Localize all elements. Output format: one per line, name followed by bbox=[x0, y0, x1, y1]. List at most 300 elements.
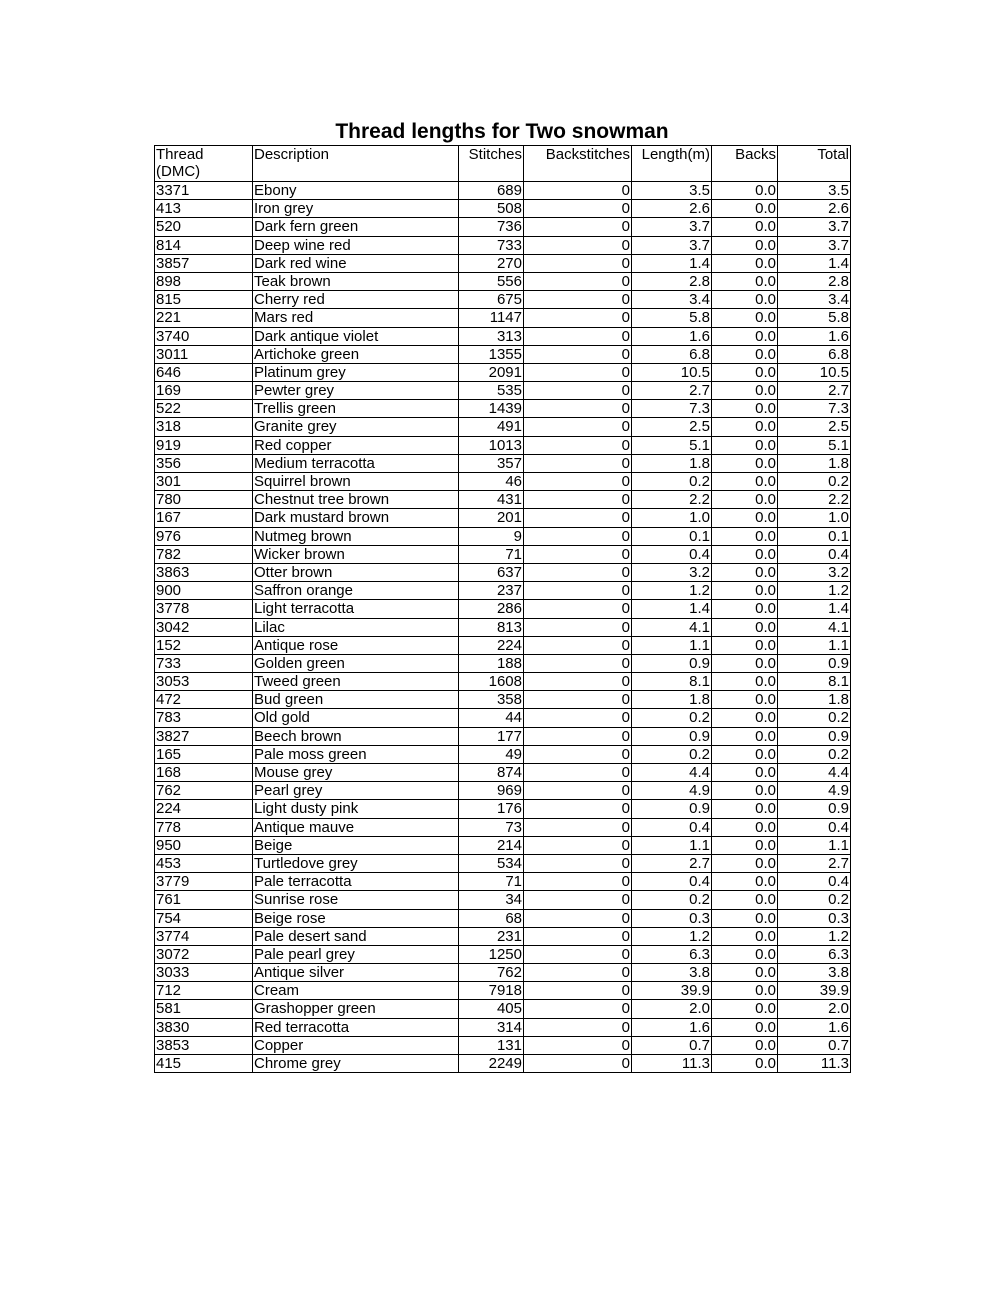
description-cell: Old gold bbox=[253, 709, 459, 727]
length-cell: 1.8 bbox=[632, 691, 712, 709]
length-cell: 1.4 bbox=[632, 254, 712, 272]
stitches-cell: 46 bbox=[459, 473, 524, 491]
length-cell: 0.1 bbox=[632, 527, 712, 545]
backs-cell: 0.0 bbox=[712, 1018, 778, 1036]
length-cell: 5.8 bbox=[632, 309, 712, 327]
total-cell: 1.1 bbox=[778, 636, 851, 654]
table-row bbox=[155, 673, 851, 691]
table-row bbox=[155, 654, 851, 672]
total-cell: 1.8 bbox=[778, 454, 851, 472]
length-cell: 3.2 bbox=[632, 563, 712, 581]
total-cell: 0.4 bbox=[778, 818, 851, 836]
thread-code-cell: 221 bbox=[155, 309, 253, 327]
thread-code-cell: 453 bbox=[155, 854, 253, 872]
table-row bbox=[155, 291, 851, 309]
stitches-cell: 49 bbox=[459, 745, 524, 763]
thread-code-cell: 169 bbox=[155, 382, 253, 400]
total-cell: 1.4 bbox=[778, 600, 851, 618]
backstitches-cell: 0 bbox=[524, 436, 632, 454]
total-cell: 7.3 bbox=[778, 400, 851, 418]
description-cell: Platinum grey bbox=[253, 363, 459, 381]
stitches-cell: 736 bbox=[459, 218, 524, 236]
thread-code-cell: 712 bbox=[155, 982, 253, 1000]
backstitches-cell: 0 bbox=[524, 491, 632, 509]
stitches-cell: 689 bbox=[459, 182, 524, 200]
backstitches-cell: 0 bbox=[524, 200, 632, 218]
thread-code-cell: 733 bbox=[155, 654, 253, 672]
backs-cell: 0.0 bbox=[712, 854, 778, 872]
backs-cell: 0.0 bbox=[712, 309, 778, 327]
description-cell: Antique rose bbox=[253, 636, 459, 654]
stitches-cell: 1608 bbox=[459, 673, 524, 691]
stitches-cell: 491 bbox=[459, 418, 524, 436]
thread-code-cell: 3011 bbox=[155, 345, 253, 363]
backstitches-cell: 0 bbox=[524, 727, 632, 745]
table-row bbox=[155, 1055, 851, 1073]
backstitches-cell: 0 bbox=[524, 782, 632, 800]
backstitches-cell: 0 bbox=[524, 382, 632, 400]
length-cell: 0.2 bbox=[632, 745, 712, 763]
header-stitches: Stitches bbox=[459, 146, 524, 182]
description-cell: Artichoke green bbox=[253, 345, 459, 363]
backs-cell: 0.0 bbox=[712, 454, 778, 472]
total-cell: 0.2 bbox=[778, 709, 851, 727]
length-cell: 0.9 bbox=[632, 800, 712, 818]
thread-code-cell: 762 bbox=[155, 782, 253, 800]
description-cell: Turtledove grey bbox=[253, 854, 459, 872]
stitches-cell: 9 bbox=[459, 527, 524, 545]
total-cell: 3.8 bbox=[778, 964, 851, 982]
backstitches-cell: 0 bbox=[524, 363, 632, 381]
backstitches-cell: 0 bbox=[524, 836, 632, 854]
table-row bbox=[155, 618, 851, 636]
backstitches-cell: 0 bbox=[524, 873, 632, 891]
table-row bbox=[155, 309, 851, 327]
length-cell: 1.8 bbox=[632, 454, 712, 472]
backs-cell: 0.0 bbox=[712, 654, 778, 672]
table-row bbox=[155, 236, 851, 254]
thread-code-cell: 950 bbox=[155, 836, 253, 854]
stitches-cell: 313 bbox=[459, 327, 524, 345]
length-cell: 0.4 bbox=[632, 545, 712, 563]
table-row bbox=[155, 745, 851, 763]
backs-cell: 0.0 bbox=[712, 363, 778, 381]
table-row bbox=[155, 727, 851, 745]
thread-code-cell: 167 bbox=[155, 509, 253, 527]
total-cell: 10.5 bbox=[778, 363, 851, 381]
backs-cell: 0.0 bbox=[712, 218, 778, 236]
backstitches-cell: 0 bbox=[524, 709, 632, 727]
total-cell: 0.2 bbox=[778, 745, 851, 763]
thread-code-cell: 976 bbox=[155, 527, 253, 545]
table-row bbox=[155, 636, 851, 654]
backstitches-cell: 0 bbox=[524, 563, 632, 581]
table-row bbox=[155, 400, 851, 418]
backstitches-cell: 0 bbox=[524, 473, 632, 491]
description-cell: Squirrel brown bbox=[253, 473, 459, 491]
backs-cell: 0.0 bbox=[712, 436, 778, 454]
table-row bbox=[155, 509, 851, 527]
backstitches-cell: 0 bbox=[524, 654, 632, 672]
description-cell: Wicker brown bbox=[253, 545, 459, 563]
backstitches-cell: 0 bbox=[524, 800, 632, 818]
total-cell: 2.7 bbox=[778, 382, 851, 400]
total-cell: 6.3 bbox=[778, 945, 851, 963]
backs-cell: 0.0 bbox=[712, 673, 778, 691]
backstitches-cell: 0 bbox=[524, 1000, 632, 1018]
table-row bbox=[155, 418, 851, 436]
total-cell: 5.1 bbox=[778, 436, 851, 454]
total-cell: 4.4 bbox=[778, 764, 851, 782]
thread-code-cell: 3778 bbox=[155, 600, 253, 618]
thread-code-cell: 3774 bbox=[155, 927, 253, 945]
table-row bbox=[155, 545, 851, 563]
stitches-cell: 637 bbox=[459, 563, 524, 581]
table-row bbox=[155, 1018, 851, 1036]
thread-code-cell: 3371 bbox=[155, 182, 253, 200]
thread-code-cell: 472 bbox=[155, 691, 253, 709]
stitches-cell: 1355 bbox=[459, 345, 524, 363]
length-cell: 2.5 bbox=[632, 418, 712, 436]
length-cell: 0.9 bbox=[632, 654, 712, 672]
description-cell: Medium terracotta bbox=[253, 454, 459, 472]
total-cell: 4.9 bbox=[778, 782, 851, 800]
length-cell: 1.1 bbox=[632, 636, 712, 654]
total-cell: 2.7 bbox=[778, 854, 851, 872]
thread-code-cell: 415 bbox=[155, 1055, 253, 1073]
table-row bbox=[155, 709, 851, 727]
total-cell: 11.3 bbox=[778, 1055, 851, 1073]
table-row bbox=[155, 182, 851, 200]
table-row bbox=[155, 254, 851, 272]
table-row bbox=[155, 600, 851, 618]
table-row bbox=[155, 345, 851, 363]
header-description: Description bbox=[253, 146, 459, 182]
backstitches-cell: 0 bbox=[524, 236, 632, 254]
thread-lengths-table bbox=[154, 145, 851, 1073]
backs-cell: 0.0 bbox=[712, 582, 778, 600]
description-cell: Beige rose bbox=[253, 909, 459, 927]
description-cell: Copper bbox=[253, 1036, 459, 1054]
backstitches-cell: 0 bbox=[524, 400, 632, 418]
length-cell: 3.7 bbox=[632, 218, 712, 236]
backs-cell: 0.0 bbox=[712, 727, 778, 745]
backs-cell: 0.0 bbox=[712, 873, 778, 891]
thread-code-cell: 168 bbox=[155, 764, 253, 782]
thread-code-cell: 3853 bbox=[155, 1036, 253, 1054]
thread-code-cell: 754 bbox=[155, 909, 253, 927]
length-cell: 4.1 bbox=[632, 618, 712, 636]
stitches-cell: 7918 bbox=[459, 982, 524, 1000]
thread-code-cell: 318 bbox=[155, 418, 253, 436]
table-row bbox=[155, 363, 851, 381]
stitches-cell: 1147 bbox=[459, 309, 524, 327]
total-cell: 0.2 bbox=[778, 473, 851, 491]
stitches-cell: 34 bbox=[459, 891, 524, 909]
backs-cell: 0.0 bbox=[712, 636, 778, 654]
backs-cell: 0.0 bbox=[712, 400, 778, 418]
table-row bbox=[155, 327, 851, 345]
total-cell: 0.2 bbox=[778, 891, 851, 909]
table-row bbox=[155, 1036, 851, 1054]
description-cell: Light terracotta bbox=[253, 600, 459, 618]
stitches-cell: 1013 bbox=[459, 436, 524, 454]
length-cell: 0.2 bbox=[632, 891, 712, 909]
total-cell: 3.4 bbox=[778, 291, 851, 309]
description-cell: Granite grey bbox=[253, 418, 459, 436]
backstitches-cell: 0 bbox=[524, 764, 632, 782]
backs-cell: 0.0 bbox=[712, 1055, 778, 1073]
backs-cell: 0.0 bbox=[712, 509, 778, 527]
backs-cell: 0.0 bbox=[712, 254, 778, 272]
table-row bbox=[155, 891, 851, 909]
total-cell: 3.2 bbox=[778, 563, 851, 581]
total-cell: 3.7 bbox=[778, 236, 851, 254]
total-cell: 5.8 bbox=[778, 309, 851, 327]
thread-code-cell: 3779 bbox=[155, 873, 253, 891]
table-row bbox=[155, 436, 851, 454]
stitches-cell: 44 bbox=[459, 709, 524, 727]
stitches-cell: 71 bbox=[459, 545, 524, 563]
total-cell: 2.6 bbox=[778, 200, 851, 218]
backs-cell: 0.0 bbox=[712, 982, 778, 1000]
total-cell: 2.5 bbox=[778, 418, 851, 436]
thread-code-cell: 780 bbox=[155, 491, 253, 509]
description-cell: Red terracotta bbox=[253, 1018, 459, 1036]
description-cell: Dark antique violet bbox=[253, 327, 459, 345]
table-row bbox=[155, 527, 851, 545]
backstitches-cell: 0 bbox=[524, 600, 632, 618]
backs-cell: 0.0 bbox=[712, 945, 778, 963]
stitches-cell: 73 bbox=[459, 818, 524, 836]
total-cell: 1.2 bbox=[778, 927, 851, 945]
backstitches-cell: 0 bbox=[524, 745, 632, 763]
backstitches-cell: 0 bbox=[524, 1055, 632, 1073]
stitches-cell: 286 bbox=[459, 600, 524, 618]
description-cell: Cherry red bbox=[253, 291, 459, 309]
stitches-cell: 813 bbox=[459, 618, 524, 636]
table-row bbox=[155, 800, 851, 818]
description-cell: Sunrise rose bbox=[253, 891, 459, 909]
header-backstitches: Backstitches bbox=[524, 146, 632, 182]
backstitches-cell: 0 bbox=[524, 291, 632, 309]
length-cell: 3.8 bbox=[632, 964, 712, 982]
backstitches-cell: 0 bbox=[524, 909, 632, 927]
length-cell: 11.3 bbox=[632, 1055, 712, 1073]
length-cell: 2.0 bbox=[632, 1000, 712, 1018]
length-cell: 0.9 bbox=[632, 727, 712, 745]
table-row bbox=[155, 782, 851, 800]
stitches-cell: 357 bbox=[459, 454, 524, 472]
backstitches-cell: 0 bbox=[524, 345, 632, 363]
description-cell: Saffron orange bbox=[253, 582, 459, 600]
backs-cell: 0.0 bbox=[712, 618, 778, 636]
thread-code-cell: 3072 bbox=[155, 945, 253, 963]
backs-cell: 0.0 bbox=[712, 272, 778, 290]
total-cell: 3.5 bbox=[778, 182, 851, 200]
total-cell: 1.6 bbox=[778, 1018, 851, 1036]
description-cell: Pearl grey bbox=[253, 782, 459, 800]
thread-code-cell: 3863 bbox=[155, 563, 253, 581]
thread-code-cell: 413 bbox=[155, 200, 253, 218]
stitches-cell: 358 bbox=[459, 691, 524, 709]
table-row bbox=[155, 491, 851, 509]
backs-cell: 0.0 bbox=[712, 927, 778, 945]
description-cell: Iron grey bbox=[253, 200, 459, 218]
page-title: Thread lengths for Two snowman bbox=[335, 120, 669, 143]
table-row bbox=[155, 927, 851, 945]
stitches-cell: 177 bbox=[459, 727, 524, 745]
stitches-cell: 969 bbox=[459, 782, 524, 800]
length-cell: 4.4 bbox=[632, 764, 712, 782]
length-cell: 0.4 bbox=[632, 818, 712, 836]
backstitches-cell: 0 bbox=[524, 691, 632, 709]
backstitches-cell: 0 bbox=[524, 964, 632, 982]
backs-cell: 0.0 bbox=[712, 1036, 778, 1054]
thread-code-cell: 782 bbox=[155, 545, 253, 563]
description-cell: Light dusty pink bbox=[253, 800, 459, 818]
stitches-cell: 201 bbox=[459, 509, 524, 527]
length-cell: 39.9 bbox=[632, 982, 712, 1000]
table-row bbox=[155, 582, 851, 600]
total-cell: 6.8 bbox=[778, 345, 851, 363]
length-cell: 6.8 bbox=[632, 345, 712, 363]
backs-cell: 0.0 bbox=[712, 563, 778, 581]
total-cell: 0.3 bbox=[778, 909, 851, 927]
description-cell: Cream bbox=[253, 982, 459, 1000]
thread-code-cell: 814 bbox=[155, 236, 253, 254]
backs-cell: 0.0 bbox=[712, 527, 778, 545]
length-cell: 0.3 bbox=[632, 909, 712, 927]
table-header-row bbox=[155, 146, 851, 182]
total-cell: 0.9 bbox=[778, 654, 851, 672]
stitches-cell: 1439 bbox=[459, 400, 524, 418]
backstitches-cell: 0 bbox=[524, 818, 632, 836]
backs-cell: 0.0 bbox=[712, 345, 778, 363]
backs-cell: 0.0 bbox=[712, 764, 778, 782]
stitches-cell: 237 bbox=[459, 582, 524, 600]
thread-code-cell: 761 bbox=[155, 891, 253, 909]
backstitches-cell: 0 bbox=[524, 327, 632, 345]
header-total: Total bbox=[778, 146, 851, 182]
stitches-cell: 405 bbox=[459, 1000, 524, 1018]
table-row bbox=[155, 200, 851, 218]
total-cell: 1.4 bbox=[778, 254, 851, 272]
description-cell: Dark red wine bbox=[253, 254, 459, 272]
stitches-cell: 224 bbox=[459, 636, 524, 654]
backs-cell: 0.0 bbox=[712, 491, 778, 509]
total-cell: 1.2 bbox=[778, 582, 851, 600]
backs-cell: 0.0 bbox=[712, 327, 778, 345]
stitches-cell: 231 bbox=[459, 927, 524, 945]
description-cell: Pale moss green bbox=[253, 745, 459, 763]
backs-cell: 0.0 bbox=[712, 709, 778, 727]
backstitches-cell: 0 bbox=[524, 218, 632, 236]
stitches-cell: 535 bbox=[459, 382, 524, 400]
description-cell: Grashopper green bbox=[253, 1000, 459, 1018]
total-cell: 1.0 bbox=[778, 509, 851, 527]
stitches-cell: 733 bbox=[459, 236, 524, 254]
length-cell: 2.8 bbox=[632, 272, 712, 290]
description-cell: Beige bbox=[253, 836, 459, 854]
length-cell: 2.7 bbox=[632, 854, 712, 872]
backstitches-cell: 0 bbox=[524, 509, 632, 527]
thread-code-cell: 3830 bbox=[155, 1018, 253, 1036]
length-cell: 5.1 bbox=[632, 436, 712, 454]
total-cell: 1.1 bbox=[778, 836, 851, 854]
description-cell: Ebony bbox=[253, 182, 459, 200]
backstitches-cell: 0 bbox=[524, 1036, 632, 1054]
total-cell: 1.6 bbox=[778, 327, 851, 345]
stitches-cell: 508 bbox=[459, 200, 524, 218]
description-cell: Pale desert sand bbox=[253, 927, 459, 945]
length-cell: 1.6 bbox=[632, 327, 712, 345]
stitches-cell: 2249 bbox=[459, 1055, 524, 1073]
total-cell: 0.4 bbox=[778, 545, 851, 563]
table-row bbox=[155, 382, 851, 400]
total-cell: 2.0 bbox=[778, 1000, 851, 1018]
description-cell: Otter brown bbox=[253, 563, 459, 581]
backstitches-cell: 0 bbox=[524, 673, 632, 691]
backs-cell: 0.0 bbox=[712, 836, 778, 854]
total-cell: 0.4 bbox=[778, 873, 851, 891]
description-cell: Pewter grey bbox=[253, 382, 459, 400]
table-row bbox=[155, 473, 851, 491]
length-cell: 4.9 bbox=[632, 782, 712, 800]
description-cell: Tweed green bbox=[253, 673, 459, 691]
stitches-cell: 188 bbox=[459, 654, 524, 672]
table-body bbox=[155, 182, 851, 1073]
stitches-cell: 2091 bbox=[459, 363, 524, 381]
total-cell: 2.8 bbox=[778, 272, 851, 290]
thread-code-cell: 3857 bbox=[155, 254, 253, 272]
backs-cell: 0.0 bbox=[712, 382, 778, 400]
backstitches-cell: 0 bbox=[524, 582, 632, 600]
thread-code-cell: 783 bbox=[155, 709, 253, 727]
description-cell: Deep wine red bbox=[253, 236, 459, 254]
stitches-cell: 1250 bbox=[459, 945, 524, 963]
length-cell: 10.5 bbox=[632, 363, 712, 381]
thread-code-cell: 900 bbox=[155, 582, 253, 600]
total-cell: 0.1 bbox=[778, 527, 851, 545]
stitches-cell: 556 bbox=[459, 272, 524, 290]
stitches-cell: 68 bbox=[459, 909, 524, 927]
stitches-cell: 534 bbox=[459, 854, 524, 872]
description-cell: Pale pearl grey bbox=[253, 945, 459, 963]
total-cell: 0.9 bbox=[778, 800, 851, 818]
table-row bbox=[155, 873, 851, 891]
length-cell: 2.7 bbox=[632, 382, 712, 400]
length-cell: 0.2 bbox=[632, 709, 712, 727]
table-row bbox=[155, 563, 851, 581]
description-cell: Mouse grey bbox=[253, 764, 459, 782]
stitches-cell: 71 bbox=[459, 873, 524, 891]
table-row bbox=[155, 945, 851, 963]
total-cell: 3.7 bbox=[778, 218, 851, 236]
thread-code-cell: 3033 bbox=[155, 964, 253, 982]
length-cell: 1.6 bbox=[632, 1018, 712, 1036]
length-cell: 7.3 bbox=[632, 400, 712, 418]
table-row bbox=[155, 818, 851, 836]
stitches-cell: 314 bbox=[459, 1018, 524, 1036]
length-cell: 3.5 bbox=[632, 182, 712, 200]
total-cell: 2.2 bbox=[778, 491, 851, 509]
backs-cell: 0.0 bbox=[712, 891, 778, 909]
stitches-cell: 270 bbox=[459, 254, 524, 272]
table-row bbox=[155, 1000, 851, 1018]
thread-code-cell: 522 bbox=[155, 400, 253, 418]
length-cell: 1.0 bbox=[632, 509, 712, 527]
